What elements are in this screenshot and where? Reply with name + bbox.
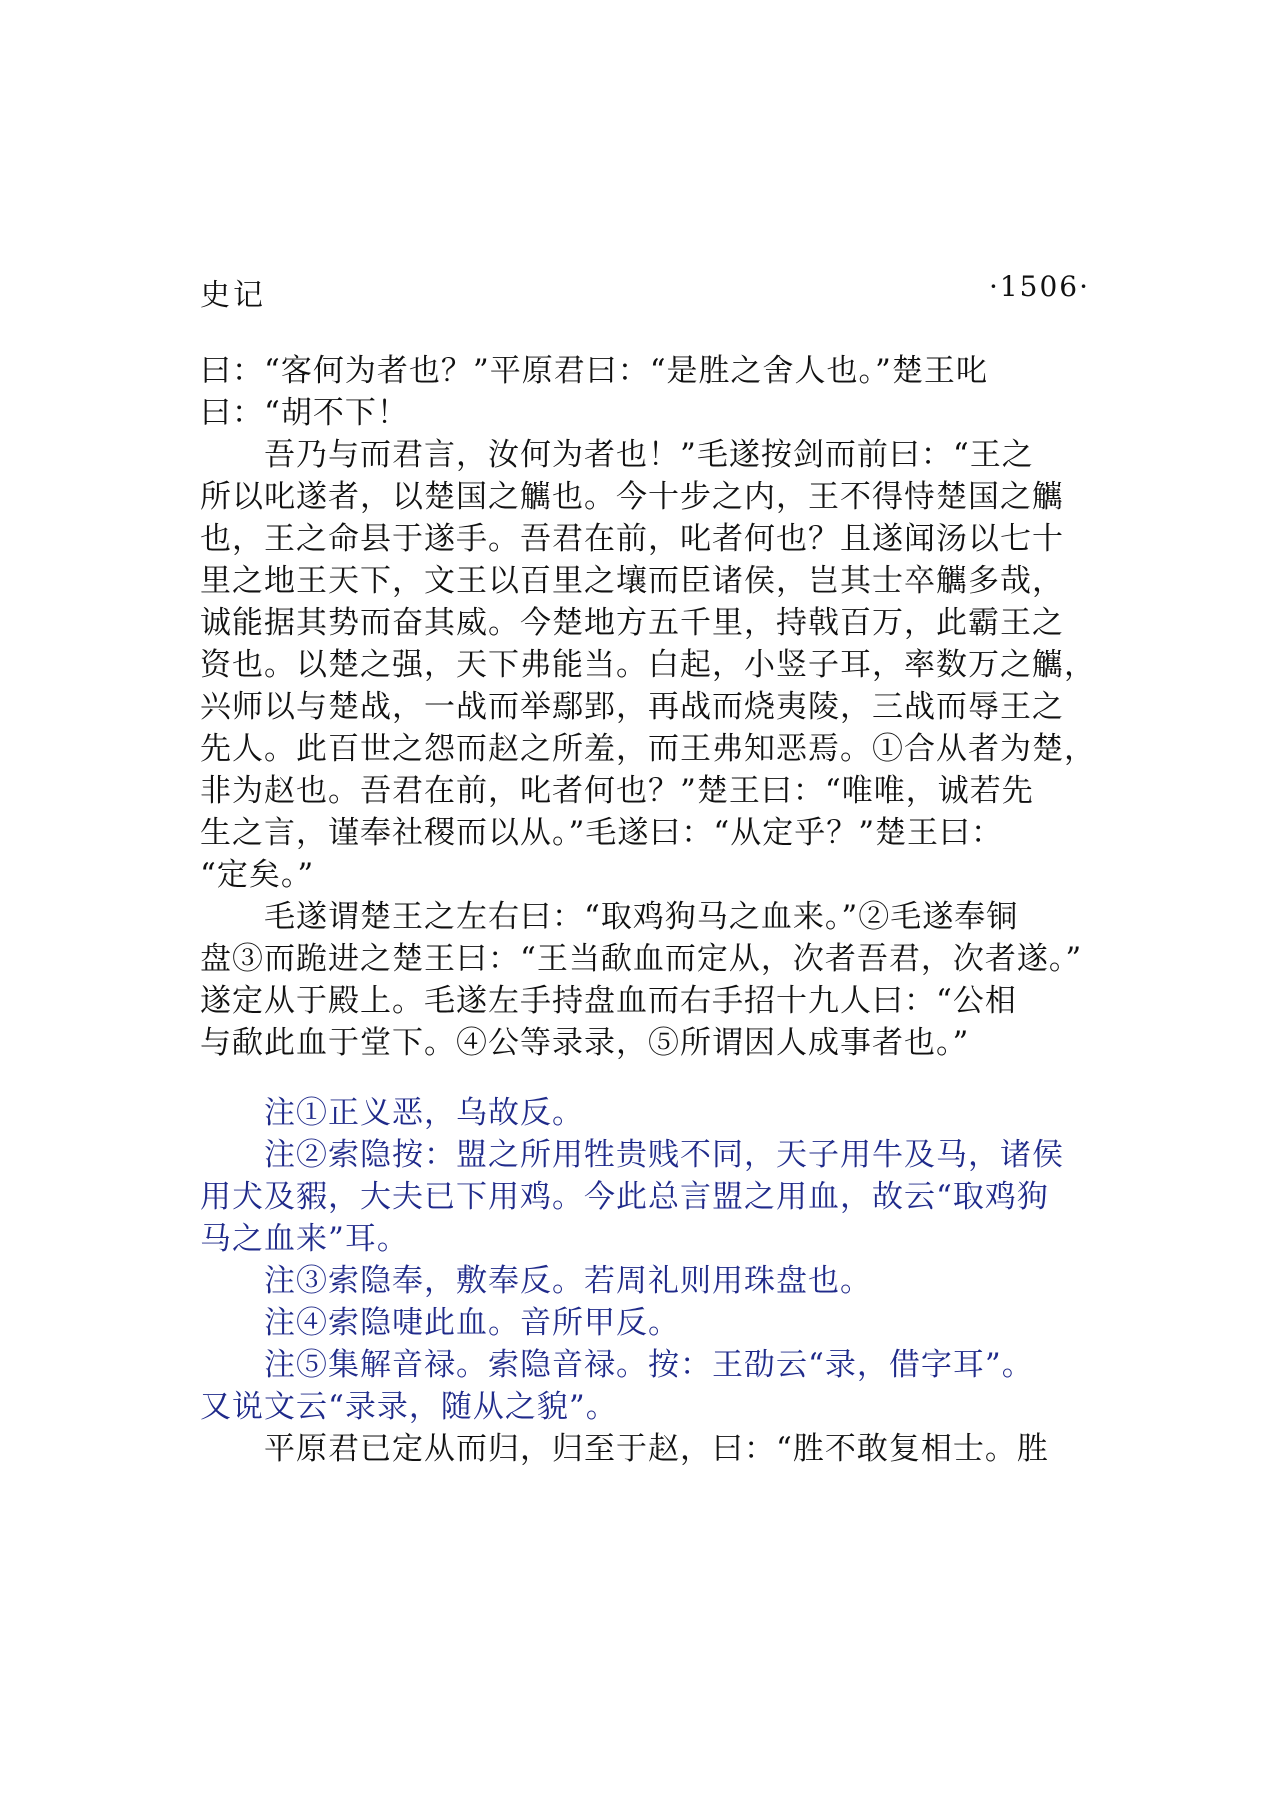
footnote-line: 注⑤集解音禄。索隐音禄。按：王劭云“录，借字耳”。 [264,1347,1034,1383]
text-line: 曰：“胡不下！ [200,395,409,431]
text-line: 曰：“客何为者也？”平原君曰：“是胜之舍人也。”楚王叱 [200,353,988,389]
document-page [200,270,1100,1470]
book-title: 史记 [200,278,266,313]
text-line: 毛遂谓楚王之左右曰：“取鸡狗马之血来。”②毛遂奉铜 [264,899,1019,935]
closing-text [200,1428,1100,1470]
text-line: 诚能据其势而奋其威。今楚地方五千里，持戟百万，此霸王之 [200,605,1064,641]
footnote-line: 注③索隐奉，敷奉反。若周礼则用珠盘也。 [264,1263,872,1299]
main-text [200,350,1100,1064]
text-line: 兴师以与楚战，一战而举鄢郢，再战而烧夷陵，三战而辱王之 [200,689,1064,725]
footnotes [200,1092,1100,1428]
text-line: 里之地王天下，文王以百里之壤而臣诸侯，岂其士卒觽多哉， [200,563,1064,599]
text-line: 盘③而跪进之楚王曰：“王当歃血而定从，次者吾君，次者遂。” [200,941,1083,977]
footnote-line: 马之血来”耳。 [200,1221,409,1257]
text-line: 先人。此百世之怨而赵之所羞，而王弗知恶焉。①合从者为楚， [200,731,1096,767]
footnote-line: 用犬及豭，大夫已下用鸡。今此总言盟之用血，故云“取鸡狗 [200,1179,1049,1215]
footnote-line: 注④索隐啑此血。音所甲反。 [264,1305,680,1341]
text-line: 非为赵也。吾君在前，叱者何也？”楚王曰：“唯唯，诚若先 [200,773,1034,809]
section-gap [200,1064,1100,1092]
text-line: 遂定从于殿上。毛遂左手持盘血而右手招十九人曰：“公相 [200,983,1017,1019]
footnote-line: 又说文云“录录，随从之貌”。 [200,1389,618,1425]
text-line: 资也。以楚之强，天下弗能当。白起，小竖子耳，率数万之觽， [200,647,1096,683]
text-line: 也，王之命县于遂手。吾君在前，叱者何也？且遂闻汤以七十 [200,521,1064,557]
page-header [200,270,1100,313]
footnote-line: 注②索隐按：盟之所用牲贵贱不同，天子用牛及马，诸侯 [264,1137,1064,1173]
text-line: 所以叱遂者，以楚国之觽也。今十步之内，王不得恃楚国之觽 [200,479,1064,515]
text-line: “定矣。” [200,857,315,893]
footnote-line: 注①正义恶，乌故反。 [264,1095,584,1131]
text-line: 与歃此血于堂下。④公等录录，⑤所谓因人成事者也。” [200,1025,970,1061]
text-line: 吾乃与而君言，汝何为者也！”毛遂按剑而前曰：“王之 [264,437,1034,473]
page-number: ·1506· [988,270,1090,303]
text-line: 生之言，谨奉社稷而以从。”毛遂曰：“从定乎？”楚王曰： [200,815,1004,851]
text-line: 平原君已定从而归，归至于赵，曰：“胜不敢复相士。胜 [264,1431,1049,1467]
